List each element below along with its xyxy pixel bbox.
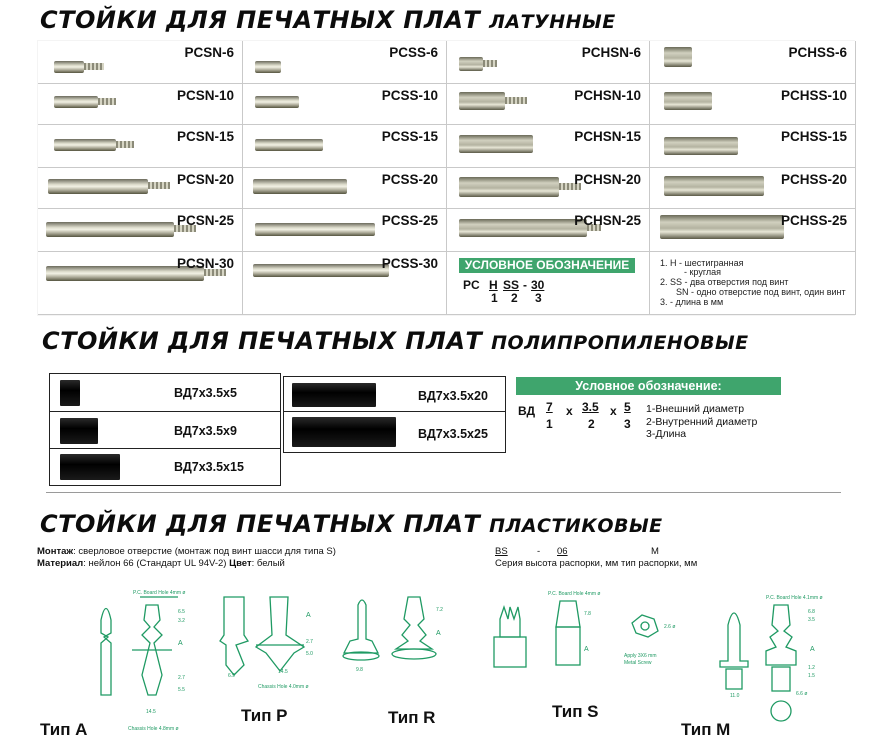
material-text: : нейлон 66 (Стандарт UL 94V-2) <box>83 558 230 569</box>
brass-cell-pchsn-15: PCHSN-15 <box>447 125 650 168</box>
brass-legend-title: УСЛОВНОЕ ОБОЗНАЧЕНИЕ <box>459 258 635 273</box>
note-2b: SN - одно отверстие под винт, один винт <box>676 287 846 297</box>
plastic-code <box>495 546 715 570</box>
m-dim-a: A <box>810 646 815 653</box>
m-d68: 6.8 <box>808 609 815 615</box>
mount-label: Монтаж <box>37 546 74 557</box>
brass-cell-pcsn-6: PCSN-6 <box>38 41 243 84</box>
pp-legend-title: Условное обозначение: <box>516 377 781 395</box>
code-desc: Серия высота распорки, мм тип распорки, мм <box>495 558 698 569</box>
code-dash: - <box>523 278 527 292</box>
s-board-hole: P.C. Board Hole 4mm ø <box>548 591 601 597</box>
code-35: 3.5 <box>582 400 599 414</box>
m-d15: 1.5 <box>808 673 815 679</box>
p-d145: 14.5 <box>278 669 288 675</box>
pp-item-5: ВД7х3.5х25 <box>418 427 488 441</box>
type-s-label: Тип S <box>552 702 599 721</box>
pp-title: СТОЙКИ ДЛЯ ПЕЧАТНЫХ ПЛАТ ПОЛИПРОПИЛЕНОВЫЕ <box>42 327 749 355</box>
s-dim-a: A <box>584 646 589 653</box>
brass-cell-pchss-15: PCHSS-15 <box>650 125 856 168</box>
brass-cell-pcss-6: PCSS-6 <box>243 41 447 84</box>
note-1a: 1. H - шестигранная <box>660 258 744 268</box>
code-d2: 2 <box>588 417 595 431</box>
drawing-type-r <box>343 597 443 673</box>
brass-cell-pchsn-25: PCHSN-25 <box>447 209 650 252</box>
code-m: M <box>651 546 659 557</box>
type-a-label: Тип А <box>40 720 88 739</box>
code-06: 06 <box>557 546 568 557</box>
a-dim-a: A <box>178 640 183 647</box>
code-d3: 3 <box>624 417 631 431</box>
code-30: 30 <box>531 278 545 292</box>
pp-item-2: ВД7х3.5х9 <box>174 424 237 438</box>
plastic-title: СТОЙКИ ДЛЯ ПЕЧАТНЫХ ПЛАТ ПЛАСТИКОВЫЕ <box>40 510 663 538</box>
code-idx-3: 3 <box>535 291 542 305</box>
a-chassis-hole: Chassis Hole 4.8mm ø <box>128 726 179 732</box>
code-h: H <box>489 278 498 292</box>
code-pc: PC <box>463 278 480 292</box>
brass-cell-pcss-15: PCSS-15 <box>243 125 447 168</box>
p-dim-a: A <box>306 612 311 619</box>
drawing-type-m <box>720 595 823 721</box>
drawing-type-s <box>494 591 675 667</box>
code-bs: BS <box>495 546 508 557</box>
color-text: : белый <box>251 558 285 569</box>
brass-legend <box>447 252 650 315</box>
code-x1: х <box>566 404 573 418</box>
pp-note-1: 1-Внешний диаметр <box>646 403 745 415</box>
mount-text: : сверловое отверстие (монтаж под винт шасси для типа S) <box>73 546 336 557</box>
m-d35: 3.5 <box>808 617 815 623</box>
code-x2: х <box>610 404 617 418</box>
pp-table-left <box>49 373 281 486</box>
brass-cell-pchss-20: PCHSS-20 <box>650 168 856 209</box>
brass-cell-pchsn-6: PCHSN-6 <box>447 41 650 84</box>
s-d26: 2.6 ø <box>664 624 676 630</box>
pp-item-4: ВД7х3.5х20 <box>418 389 488 403</box>
brass-cell-pcsn-25: PCSN-25 <box>38 209 243 252</box>
note-3: 3. - длина в мм <box>660 297 724 307</box>
p-chassis-hole: Chassis Hole 4.0mm ø <box>258 684 309 690</box>
type-m-label: Тип M <box>681 720 731 739</box>
code-ss: SS <box>503 278 520 292</box>
material-label: Материал <box>37 558 84 569</box>
brass-title: СТОЙКИ ДЛЯ ПЕЧАТНЫХ ПЛАТ ЛАТУННЫЕ <box>40 6 616 34</box>
type-r-label: Тип R <box>388 708 436 727</box>
brass-notes <box>650 252 856 315</box>
note-2a: 2. SS - два отверстия под винт <box>660 277 789 287</box>
a-board-hole: P.C. Board Hole 4mm ø <box>133 590 186 596</box>
r-d98: 9.8 <box>356 667 363 673</box>
brass-cell-pcsn-30: PCSN-30 <box>38 252 243 315</box>
divider <box>46 492 841 493</box>
s-d78: 7.8 <box>584 611 591 617</box>
plastic-specs <box>37 546 336 570</box>
note-1b: - круглая <box>684 267 722 277</box>
p-d69: 6.9 <box>228 673 235 679</box>
a-d65: 6.5 <box>178 609 185 615</box>
code-idx-1: 1 <box>491 291 498 305</box>
m-d11: 11.0 <box>730 693 740 699</box>
brass-cell-pcsn-20: PCSN-20 <box>38 168 243 209</box>
pp-notes <box>646 403 757 441</box>
s-metal-screw: Metal Screw <box>624 660 652 666</box>
color-label: Цвет <box>229 558 252 569</box>
type-p-label: Тип P <box>241 706 288 725</box>
p-d50: 5.0 <box>306 651 313 657</box>
drawing-type-a <box>101 590 185 732</box>
brass-cell-pcss-10: PCSS-10 <box>243 84 447 125</box>
pp-item-1: ВД7х3.5х5 <box>174 386 237 400</box>
m-board-hole: P.C. Board Hole 4.1mm ø <box>766 595 823 601</box>
pp-table-right <box>283 376 506 453</box>
brass-cell-pcsn-10: PCSN-10 <box>38 84 243 125</box>
brass-cell-pchsn-10: PCHSN-10 <box>447 84 650 125</box>
a-d145: 14.5 <box>146 709 156 715</box>
brass-cell-pchss-10: PCHSS-10 <box>650 84 856 125</box>
a-d27: 2.7 <box>178 675 185 681</box>
s-apply: Apply 3X6 mm <box>624 653 657 659</box>
pp-item-3: ВД7х3.5х15 <box>174 460 244 474</box>
brass-cell-pchsn-20: PCHSN-20 <box>447 168 650 209</box>
brass-cell-pcss-20: PCSS-20 <box>243 168 447 209</box>
code-bs-dash: - <box>537 546 541 557</box>
m-d12: 1.2 <box>808 665 815 671</box>
plastic-drawings <box>0 575 881 747</box>
pp-legend <box>516 398 796 438</box>
pp-note-2: 2-Внутренний диаметр <box>646 415 758 428</box>
code-vd: ВД <box>518 404 536 418</box>
r-d72: 7.2 <box>436 607 443 613</box>
code-5: 5 <box>624 400 631 414</box>
code-idx-2: 2 <box>511 291 518 305</box>
brass-cell-pchss-25: PCHSS-25 <box>650 209 856 252</box>
brass-cell-pcss-25: PCSS-25 <box>243 209 447 252</box>
p-d27: 2.7 <box>306 639 313 645</box>
drawing-type-p <box>220 597 313 690</box>
r-dim-a: A <box>436 630 441 637</box>
brass-cell-pchss-6: PCHSS-6 <box>650 41 856 84</box>
code-d1: 1 <box>546 417 553 431</box>
m-d66: 6.6 ø <box>796 691 808 697</box>
pp-note-3: 3-Длина <box>646 428 687 440</box>
a-d55: 5.5 <box>178 687 185 693</box>
brass-cell-pcsn-15: PCSN-15 <box>38 125 243 168</box>
a-d32: 3.2 <box>178 618 185 624</box>
brass-cell-pcss-30: PCSS-30 <box>243 252 447 315</box>
code-7: 7 <box>546 400 553 414</box>
